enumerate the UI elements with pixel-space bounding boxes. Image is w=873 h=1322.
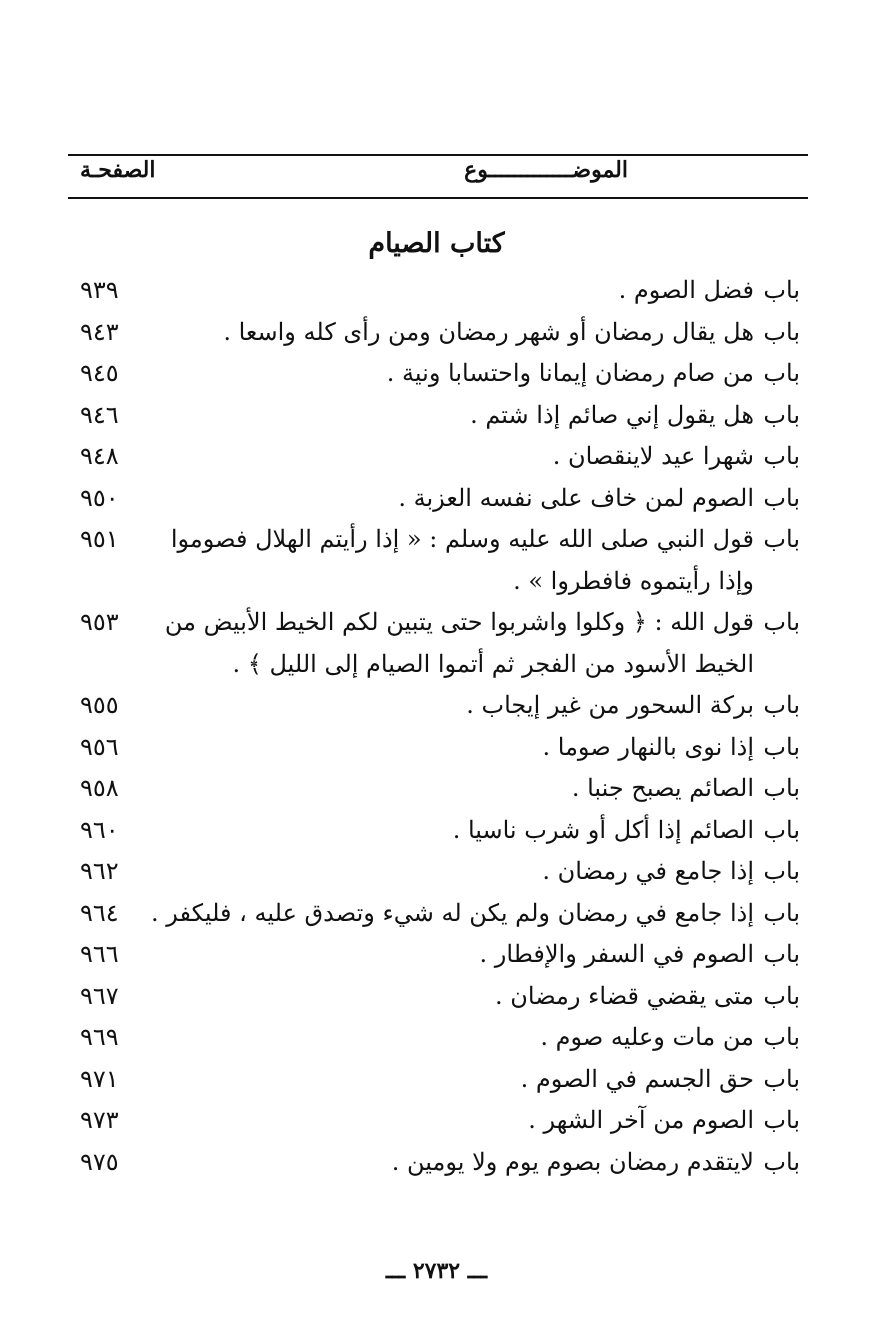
page-column-heading: الصفحـة — [80, 157, 156, 183]
entry-title-text: الصوم من آخر الشهر . — [528, 1106, 754, 1134]
toc-entry — [80, 1100, 800, 1142]
entry-prefix: باب — [763, 525, 800, 553]
entry-title — [80, 395, 754, 437]
toc-entry — [80, 436, 800, 478]
toc-entry — [80, 810, 800, 852]
toc-entry — [80, 851, 800, 893]
toc-entry — [80, 685, 800, 727]
toc-entry — [80, 602, 800, 685]
entry-prefix: باب — [763, 898, 800, 927]
entry-page-number: ٩٤٦ — [80, 400, 119, 429]
entry-title-text: هل يقال رمضان أو شهر رمضان ومن رأى كله واسعا . — [223, 317, 754, 346]
entry-prefix: باب — [763, 1023, 800, 1051]
entry-page-number: ٩٥٥ — [80, 691, 119, 719]
entry-prefix: باب — [763, 1064, 800, 1093]
entry-title-continuation: وإذا رأيتموه فافطروا » . — [513, 566, 754, 595]
entry-title — [80, 768, 754, 810]
toc-entry — [80, 478, 800, 520]
entry-title-text: من صام رمضان إيمانا واحتسابا ونية . — [386, 359, 754, 387]
entry-title-text: الصوم في السفر والإفطار . — [479, 940, 754, 968]
entry-page-number: ٩٤٨ — [80, 442, 119, 470]
toc-entry — [80, 934, 800, 976]
toc-entry — [80, 519, 800, 602]
entry-prefix: باب — [763, 400, 800, 429]
entry-page-number: ٩٦٤ — [80, 898, 119, 927]
entry-prefix: باب — [763, 276, 800, 304]
entry-title-text: هل يقول إني صائم إذا شتم . — [470, 400, 754, 429]
entry-page-number: ٩٦٩ — [80, 1023, 119, 1051]
table-of-contents — [80, 270, 800, 1183]
entry-title-text: من مات وعليه صوم . — [540, 1023, 754, 1051]
entry-title — [80, 893, 754, 935]
entry-prefix: باب — [763, 774, 800, 802]
entry-prefix: باب — [763, 691, 800, 719]
entry-title-text: إذا نوى بالنهار صوما . — [542, 732, 754, 761]
entry-title-text: متى يقضي قضاء رمضان . — [495, 981, 754, 1010]
toc-entry — [80, 1017, 800, 1059]
toc-entry — [80, 353, 800, 395]
entry-title — [80, 934, 754, 976]
entry-title — [80, 851, 754, 893]
entry-prefix: باب — [763, 981, 800, 1010]
entry-title — [80, 1059, 754, 1101]
entry-title — [80, 1100, 754, 1142]
topic-column-heading: الموضـــــــــــــوع — [464, 157, 628, 183]
toc-entry — [80, 727, 800, 769]
entry-prefix: باب — [763, 317, 800, 346]
entry-page-number: ٩٧٥ — [80, 1147, 119, 1176]
page-number: ـــ ٢٧٣٢ ـــ — [385, 1258, 488, 1284]
entry-title — [80, 270, 754, 312]
entry-page-number: ٩٥١ — [80, 525, 119, 553]
toc-entry — [80, 1059, 800, 1101]
entry-title-text: الصوم لمن خاف على نفسه العزبة . — [398, 483, 754, 512]
entry-title — [80, 478, 754, 520]
entry-prefix: باب — [763, 608, 800, 636]
entry-title — [80, 727, 754, 769]
toc-entry — [80, 312, 800, 354]
entry-title — [80, 685, 754, 727]
toc-entry — [80, 270, 800, 312]
entry-title-text: قول النبي صلى الله عليه وسلم : « إذا رأيتم الهلال فصوموا — [170, 525, 754, 553]
entry-page-number: ٩٤٥ — [80, 359, 119, 387]
entry-title — [80, 436, 754, 478]
entry-prefix: باب — [763, 1106, 800, 1134]
toc-entry — [80, 976, 800, 1018]
toc-entry — [80, 893, 800, 935]
entry-title — [80, 1017, 754, 1059]
entry-title-text: قول الله : ﴿ وكلوا واشربوا حتى يتبين لكم الخيط الأبيض من — [164, 608, 754, 636]
entry-page-number: ٩٦٧ — [80, 981, 119, 1010]
entry-title — [80, 519, 754, 602]
entry-prefix: باب — [763, 857, 800, 885]
entry-page-number: ٩٧١ — [80, 1064, 119, 1093]
header-bottom-rule — [68, 197, 808, 199]
entry-title-text: بركة السحور من غير إيجاب . — [466, 691, 754, 719]
entry-prefix: باب — [763, 359, 800, 387]
entry-page-number: ٩٦٦ — [80, 940, 119, 968]
toc-entry — [80, 1142, 800, 1184]
entry-page-number: ٩٣٩ — [80, 276, 119, 304]
entry-page-number: ٩٤٣ — [80, 317, 119, 346]
toc-entry — [80, 395, 800, 437]
entry-prefix: باب — [763, 442, 800, 470]
entry-title — [80, 1142, 754, 1184]
entry-page-number: ٩٥٠ — [80, 483, 119, 512]
entry-title-text: إذا جامع في رمضان ولم يكن له شيء وتصدق عليه ، فليكفر . — [150, 898, 754, 927]
entry-title — [80, 312, 754, 354]
entry-prefix: باب — [763, 815, 800, 844]
entry-page-number: ٩٦٢ — [80, 857, 119, 885]
entry-title-text: الصائم يصبح جنبا . — [571, 774, 754, 802]
entry-title-text: لايتقدم رمضان بصوم يوم ولا يومين . — [391, 1147, 754, 1176]
entry-prefix: باب — [763, 940, 800, 968]
entry-title — [80, 810, 754, 852]
entry-title — [80, 602, 754, 685]
entry-title-text: شهرا عيد لاينقصان . — [552, 442, 754, 470]
entry-page-number: ٩٥٨ — [80, 774, 119, 802]
book-title: كتاب الصيام — [368, 228, 505, 259]
table-header — [68, 154, 808, 197]
entry-prefix: باب — [763, 732, 800, 761]
entry-title-text: فضل الصوم . — [618, 276, 754, 304]
entry-title — [80, 976, 754, 1018]
entry-prefix: باب — [763, 483, 800, 512]
entry-title-text: إذا جامع في رمضان . — [542, 857, 754, 885]
entry-title-continuation: الخيط الأسود من الفجر ثم أتموا الصيام إلى الليل ﴾ . — [232, 649, 754, 678]
entry-page-number: ٩٦٠ — [80, 815, 119, 844]
entry-page-number: ٩٧٣ — [80, 1106, 119, 1134]
entry-title-text: حق الجسم في الصوم . — [520, 1064, 754, 1093]
entry-page-number: ٩٥٣ — [80, 608, 119, 636]
entry-title-text: الصائم إذا أكل أو شرب ناسيا . — [452, 815, 754, 844]
entry-prefix: باب — [763, 1147, 800, 1176]
entry-title — [80, 353, 754, 395]
toc-entry — [80, 768, 800, 810]
entry-page-number: ٩٥٦ — [80, 732, 119, 761]
